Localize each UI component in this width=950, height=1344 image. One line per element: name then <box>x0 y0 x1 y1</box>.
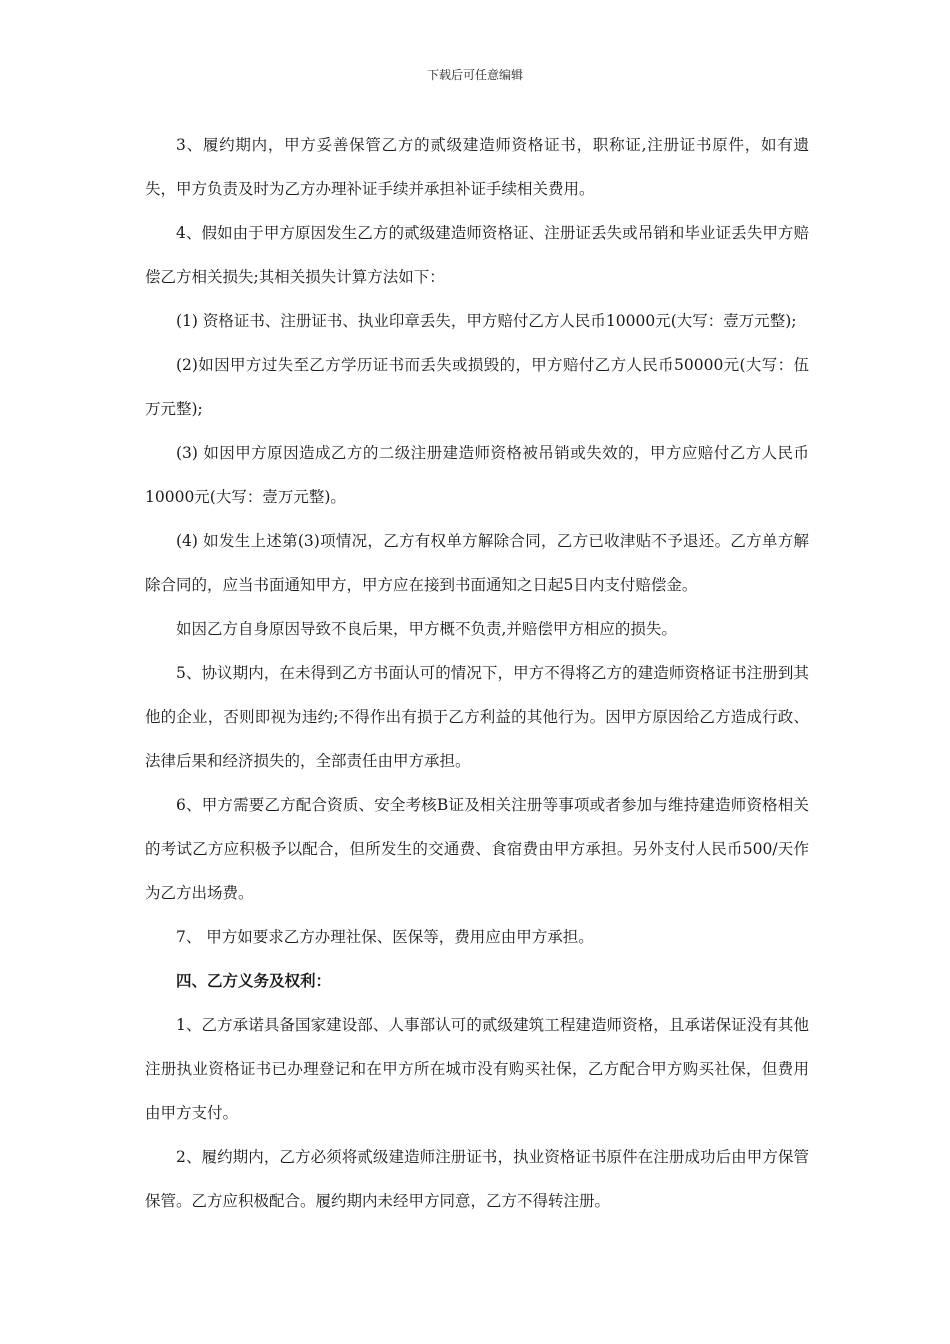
clause-5-paragraph: 5、协议期内，在未得到乙方书面认可的情况下，甲方不得将乙方的建造师资格证书注册到其他的企业，否则即视为违约;不得作出有损于乙方利益的其他行为。因甲方原因给乙方造成行政、法律后果和经济损失的，全部责任由甲方承担。 <box>145 664 809 770</box>
clause-6-paragraph: 6、甲方需要乙方配合资质、安全考核B证及相关注册等事项或者参加与维持建造师资格相关的考试乙方应积极予以配合，但所发生的交通费、食宿费由甲方承担。另外支付人民币500/天作为乙方出场费。 <box>145 796 809 902</box>
clause-4-note: 如因乙方自身原因导致不良后果，甲方概不负责,并赔偿甲方相应的损失。 <box>176 620 677 638</box>
clause-4-item-2: (2)如因甲方过失至乙方学历证书而丢失或损毁的，甲方赔付乙方人民币50000元(大写：伍万元整); <box>145 356 809 418</box>
clause-4-item-4: (4) 如发生上述第(3)项情况，乙方有权单方解除合同，乙方已收津贴不予退还。乙方单方解除合同的，应当书面通知甲方，甲方应在接到书面通知之日起5日内支付赔偿金。 <box>145 532 809 594</box>
section-4-heading: 四、乙方义务及权利： <box>176 971 332 990</box>
party-b-clause-1: 1、乙方承诺具备国家建设部、人事部认可的贰级建筑工程建造师资格，且承诺保证没有其他注册执业资格证书已办理登记和在甲方所在城市没有购买社保，乙方配合甲方购买社保，但费用由甲方支付。 <box>145 1016 809 1122</box>
clause-4-item-3: (3) 如因甲方原因造成乙方的二级注册建造师资格被吊销或失效的，甲方应赔付乙方人民币10000元(大写：壹万元整)。 <box>145 444 809 506</box>
party-b-clause-2: 2、履约期内，乙方必须将贰级建造师注册证书，执业资格证书原件在注册成功后由甲方保管保管。乙方应积极配合。履约期内未经甲方同意，乙方不得转注册。 <box>145 1148 809 1210</box>
document-body <box>145 123 809 1223</box>
clause-3-paragraph: 3、履约期内，甲方妥善保管乙方的贰级建造师资格证书，职称证,注册证书原件，如有遗失，甲方负责及时为乙方办理补证手续并承担补证手续相关费用。 <box>145 136 809 198</box>
clause-4-paragraph: 4、假如由于甲方原因发生乙方的贰级建造师资格证、注册证丢失或吊销和毕业证丢失甲方赔偿乙方相关损失;其相关损失计算方法如下： <box>145 224 809 286</box>
page-header-note: 下载后可任意编辑 <box>426 68 523 82</box>
clause-4-item-1: (1) 资格证书、注册证书、执业印章丢失，甲方赔付乙方人民币10000元(大写：壹万元整); <box>176 312 797 330</box>
clause-7-paragraph: 7、 甲方如要求乙方办理社保、医保等，费用应由甲方承担。 <box>176 928 594 946</box>
